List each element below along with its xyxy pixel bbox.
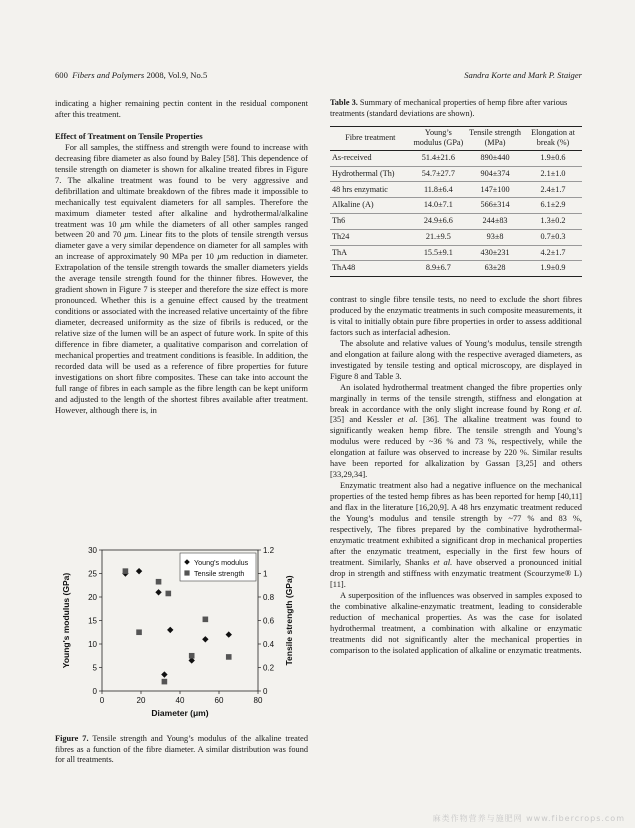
y2-tick-label: 1 bbox=[263, 569, 268, 579]
y2-tick-label: 0 bbox=[263, 687, 268, 696]
table-caption: Table 3. Summary of mechanical properties of hemp fibre after various treatments (standard deviations are shown). bbox=[330, 98, 568, 118]
modulus-point bbox=[136, 568, 142, 574]
strength-point bbox=[203, 617, 209, 623]
mu-symbol: μ bbox=[124, 229, 129, 240]
table-cell: ThA bbox=[332, 247, 348, 257]
table-cell: 54.7±27.7 bbox=[421, 168, 455, 178]
table-row bbox=[330, 245, 582, 261]
y2-tick-label: 0.6 bbox=[263, 616, 275, 626]
table-cell: 244±83 bbox=[482, 216, 508, 226]
table-cell: 63±28 bbox=[484, 263, 506, 273]
page-number: 600 bbox=[55, 70, 68, 80]
table-row bbox=[330, 213, 582, 229]
table-cell: Th6 bbox=[332, 216, 346, 226]
modulus-point bbox=[155, 589, 161, 595]
table-cell: 2.1±1.0 bbox=[540, 168, 566, 178]
modulus-point bbox=[202, 636, 208, 642]
header-youngs-modulus: Young’s modulus (GPa) bbox=[413, 128, 464, 148]
paragraph-hydrothermal: An isolated hydrothermal treatment changed the fibre properties only marginally in terms of the tensile strength, stiffness and elongation at break in accordance with the only slight increase found by Rong et al. [35] and Kessler et al. [36]. The alkaline treatment was found to significantly weaken hemp fibre. The tensile strength and Young’s modulus were reduced by ~36 % and 73 %, respectively, while the elongation at failure was observed to increase by 220 %. Similar results have been reported for alkalization by Gassan [3,25] and others [33,29,34]. bbox=[330, 381, 582, 480]
x-tick-label: 80 bbox=[253, 696, 263, 705]
table-cell: 21.±9.5 bbox=[425, 231, 451, 241]
y-tick-label: 5 bbox=[92, 663, 97, 673]
x-tick-label: 40 bbox=[175, 696, 185, 705]
right-column bbox=[330, 294, 582, 655]
table-cell: 48 hrs enzymatic bbox=[332, 184, 388, 194]
table-cell: 4.2±1.7 bbox=[540, 247, 566, 257]
y2-tick-label: 1.2 bbox=[263, 546, 275, 555]
table-3 bbox=[330, 126, 582, 277]
journal-volume: 2008, Vol.9, No.5 bbox=[146, 70, 208, 80]
table-row bbox=[330, 150, 582, 166]
table-cell: 93±8 bbox=[486, 231, 504, 241]
y2-tick-label: 0.4 bbox=[263, 640, 275, 649]
table-cell: 24.9±6.6 bbox=[423, 216, 453, 226]
table-cell: 904±374 bbox=[480, 168, 510, 178]
table-cell: 14.0±7.1 bbox=[423, 200, 453, 210]
strength-point bbox=[162, 679, 168, 685]
running-header-left bbox=[55, 70, 207, 80]
y2-tick-label: 0.8 bbox=[263, 593, 275, 602]
paragraph-tensile: For all samples, the stiffness and strength were found to increase with decreasing fibre diameter as also found by Baley [58]. This dependence of tensile strength on diameter is shown for alkaline treated fibres in Figure 7. The alkaline treatment was found to be very aggressive and defibrillation and ultimate breakdown of the fibres made it impossible to mechanically test equivalent diameters for all samples. Therefore the maximum diameter tested after alkaline and hydrothermal/alkaline treatment was 10 μm while the diameters of all other samples ranged between 20 and 70 μm. Linear fits to the plots of tensile strength versus diameter gave a very similar dependence on diameter for all samples with an increase of approximately 90 MPa per 10 μm reduction in diameter. Extrapolation of the tensile strength towards the smaller diameters yields the average tensile strength found for the thinner fibres. However, the gradient shown in Figure 7 is steeper and therefore the size effect is more pronounced. Whether this is a genuine effect caused by the treatment conditions or associated with the increased relative uncertainty of the fibre diameter, decreased uniformity as the size of fibrils is reduced, or the relative size of the lumen will be an aspect of future work. In spite of this difference in fibre diameter, a qualitative comparison and correlation of mechanical properties and treatment conditions is feasible. In addition, the recorded data will be used as a reference of fibre properties for future investigations on short fibre composites. These can take into account the full range of fibres in each sample as the fibre length can be kept uniform and adjusted to the length of the shortest fibres available after treatment. However, although there is, in bbox=[55, 141, 309, 415]
paragraph-absolute-values: The absolute and relative values of Young’s modulus, tensile strength and elongation at failure along with the respective averaged diameters, as investigated by tensile testing and optical microscopy, are displayed in Figure 8 and Table 3. bbox=[330, 337, 582, 381]
y-tick-label: 20 bbox=[88, 593, 97, 602]
strength-point bbox=[166, 591, 172, 597]
table-cell: 1.9±0.9 bbox=[540, 263, 566, 273]
y-axis-label: Young's modulus (GPa) bbox=[61, 572, 71, 669]
table-row bbox=[330, 166, 582, 182]
section-heading: Effect of Treatment on Tensile Properties bbox=[55, 130, 203, 141]
table-cell: 430±231 bbox=[480, 247, 510, 257]
table-cell: 147±100 bbox=[480, 184, 510, 194]
table-cell: 2.4±1.7 bbox=[540, 184, 566, 194]
legend-label: Young's modulus bbox=[194, 558, 249, 567]
header-elongation: Elongation at break (%) bbox=[531, 128, 575, 148]
y-tick-label: 25 bbox=[88, 569, 97, 579]
table-cell: Alkaline (A) bbox=[332, 200, 374, 210]
x-axis-label: Diameter (μm) bbox=[151, 708, 209, 718]
table-cell: 11.8±6.4 bbox=[423, 184, 453, 194]
paragraph-contrast: contrast to single fibre tensile tests, no need to exclude the short fibres produced by the enzymatic treatments in such composite measurements, it is vital to initially obtain pure fibre properties in order to assess additional factors such as interfacial adhesion. bbox=[330, 294, 582, 337]
figure-caption: Figure 7. Tensile strength and Young’s modulus of the alkaline treated fibres as a function of the fibre diameter. A similar distribution was found for all treatments. bbox=[55, 734, 308, 765]
table-cell: 15.5±9.1 bbox=[423, 247, 453, 257]
x-tick-label: 20 bbox=[136, 696, 146, 705]
modulus-point bbox=[167, 627, 173, 633]
table-cell: Th24 bbox=[332, 231, 350, 241]
table-row bbox=[330, 198, 582, 214]
strength-point bbox=[189, 653, 195, 659]
table-row bbox=[330, 182, 582, 198]
modulus-point bbox=[161, 671, 167, 677]
header-tensile-strength: Tensile strength (MPa) bbox=[469, 128, 522, 148]
table-cell: 8.9±6.7 bbox=[425, 263, 451, 273]
x-tick-label: 0 bbox=[99, 696, 105, 705]
y-tick-label: 30 bbox=[88, 546, 97, 555]
header-fibre-treatment: Fibre treatment bbox=[345, 133, 396, 143]
strength-point bbox=[226, 654, 232, 660]
strength-point bbox=[136, 629, 142, 635]
y-tick-label: 0 bbox=[92, 687, 97, 696]
table-cell: 566±314 bbox=[480, 200, 510, 210]
strength-point bbox=[156, 579, 162, 585]
table-row bbox=[330, 261, 582, 277]
table-cell: ThA48 bbox=[332, 263, 356, 273]
table-cell: As-received bbox=[332, 153, 372, 162]
journal-name: Fibers and Polymers bbox=[72, 70, 145, 80]
running-header-authors: Sandra Korte and Mark P. Staiger bbox=[464, 70, 582, 80]
table-cell: 6.1±2.9 bbox=[540, 200, 566, 210]
y-tick-label: 15 bbox=[88, 616, 97, 626]
x-tick-label: 60 bbox=[214, 696, 224, 705]
table-row bbox=[330, 229, 582, 245]
table-cell: 890±440 bbox=[480, 153, 510, 162]
paragraph-enzymatic: Enzymatic treatment also had a negative influence on the mechanical properties of the tested hemp fibres as has been reported for hemp [40,11] and flax in the literature [16,20,9]. A 48 hrs enzymatic treatment reduced the Young’s modulus and tensile strength by ~77 % and 83 %, respectively, The fibres prepared by the combinative hydrothermal-enzymatic treatment exhibited a significant drop in mechanical properties after the enzymatic treatment, especially in the first few hours of treatment. Similarly, Shanks et al. have observed a pronounced initial drop in strength and stiffness with enzymatic treatment (Scourzyme® L) [11]. bbox=[330, 480, 582, 589]
figure-7-chart bbox=[55, 540, 305, 730]
strength-point bbox=[123, 568, 129, 574]
modulus-point bbox=[226, 631, 232, 637]
paragraph-pectin: indicating a higher remaining pectin content in the residual component after this treatment. bbox=[55, 98, 308, 119]
legend-label: Tensile strength bbox=[194, 569, 245, 578]
paragraph-superposition: A superposition of the influences was observed in samples exposed to the combinative alkaline-enzymatic treatment, leading to considerable reduction of mechanical properties. As was the case for isolated hydrothermal treatment, a combination with alkaline or enzymatic treatments did not significantly alter the mechanical properties in comparison to the isolated application of alkaline or enzymatic treatments. bbox=[330, 589, 582, 655]
table-cell: 51.4±21.6 bbox=[421, 153, 455, 162]
table-cell: Hydrothermal (Th) bbox=[332, 168, 395, 178]
y2-tick-label: 0.2 bbox=[263, 663, 275, 673]
watermark: 麻类作物营养与施肥网 www.fibercrops.com bbox=[432, 814, 625, 823]
table-cell: 0.7±0.3 bbox=[540, 231, 566, 241]
legend-marker bbox=[184, 570, 189, 575]
mu-symbol: μ bbox=[120, 218, 125, 229]
table-cell: 1.3±0.2 bbox=[540, 216, 566, 226]
mu-symbol: μ bbox=[217, 251, 222, 262]
y2-axis-label: Tensile strength (GPa) bbox=[284, 575, 294, 666]
y-tick-label: 10 bbox=[88, 640, 97, 649]
table-cell: 1.9±0.6 bbox=[540, 153, 566, 162]
left-column bbox=[55, 98, 308, 416]
